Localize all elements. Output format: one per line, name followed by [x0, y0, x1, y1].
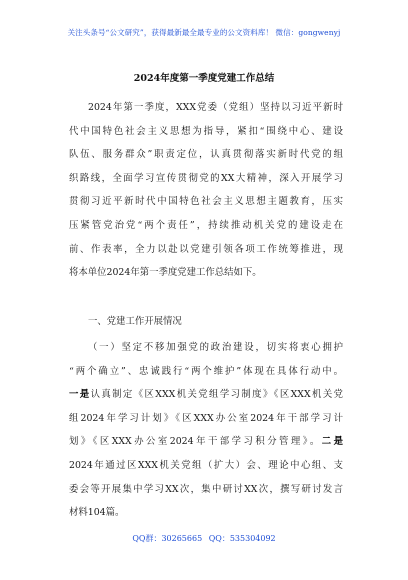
- section-heading-block: [69, 310, 343, 334]
- paragraph-line: 压紧管党治党“两个责任”，持续推动机关党的建设走在: [69, 219, 343, 231]
- emphasis-first: 一是: [69, 389, 91, 401]
- line-text: 认真制定《区XXX机关党组学习制度》《区XXX机关党: [90, 389, 343, 401]
- qq-group-number: QQ群：30265665: [132, 534, 203, 543]
- paragraph-line: “两个确立”、忠诚践行“两个维护”体现在具体行动中。: [69, 365, 343, 377]
- paragraph-line: 将本单位2024年第一季度党建工作总结如下。: [69, 267, 262, 279]
- paragraph-line: 材料104篇。: [69, 507, 125, 519]
- paragraph-line: 委会等开展集中学习XX次，集中研讨XX次，撰写研讨发言: [69, 483, 343, 495]
- paragraph-line: 贯彻习近平新时代中国特色社会主义思想主题教育，压实: [69, 196, 343, 208]
- paragraph-line: 2024年第一季度，XXX党委（党组）坚持以习近平新时: [88, 102, 343, 113]
- paragraph-line: 前、作表率，全力以赴以党建引领各项工作统筹推进，现: [69, 243, 343, 255]
- paragraph-line: 组2024年学习计划》《区XXX办公室2024年干部学习计: [69, 412, 343, 424]
- section-one-paragraph: [69, 336, 343, 525]
- promo-banner: 关注头条号“公文研究”，获得最新最全最专业的公文资料库！ 微信：gongwenyj: [67, 28, 341, 37]
- paragraph-line-with-emphasis: [69, 430, 343, 454]
- intro-paragraph: [69, 96, 343, 285]
- section-heading: 一、党建工作开展情况: [88, 316, 182, 327]
- qq-number: QQ：535304092: [208, 534, 276, 543]
- line-text: 划》《区XXX办公室2024年干部学习积分管理》。: [69, 436, 322, 448]
- contact-footer: [0, 533, 408, 544]
- paragraph-line: （一）坚定不移加强党的政治建设，切实将衷心拥护: [88, 342, 343, 353]
- paragraph-line-with-emphasis: [69, 383, 343, 407]
- document-title: 2024年度第一季度党建工作总结: [133, 73, 275, 84]
- paragraph-line: 队伍、服务群众”职责定位，认真贯彻落实新时代党的组: [69, 149, 343, 161]
- paragraph-line: 代中国特色社会主义思想为指导，紧扣“围绕中心、建设: [69, 125, 343, 137]
- paragraph-line: 2024年通过区XXX机关党组（扩大）会、理论中心组、支: [69, 459, 343, 471]
- paragraph-line: 织路线，全面学习宣传贯彻党的XX大精神，深入开展学习: [69, 172, 343, 184]
- emphasis-second: 二是: [321, 436, 343, 448]
